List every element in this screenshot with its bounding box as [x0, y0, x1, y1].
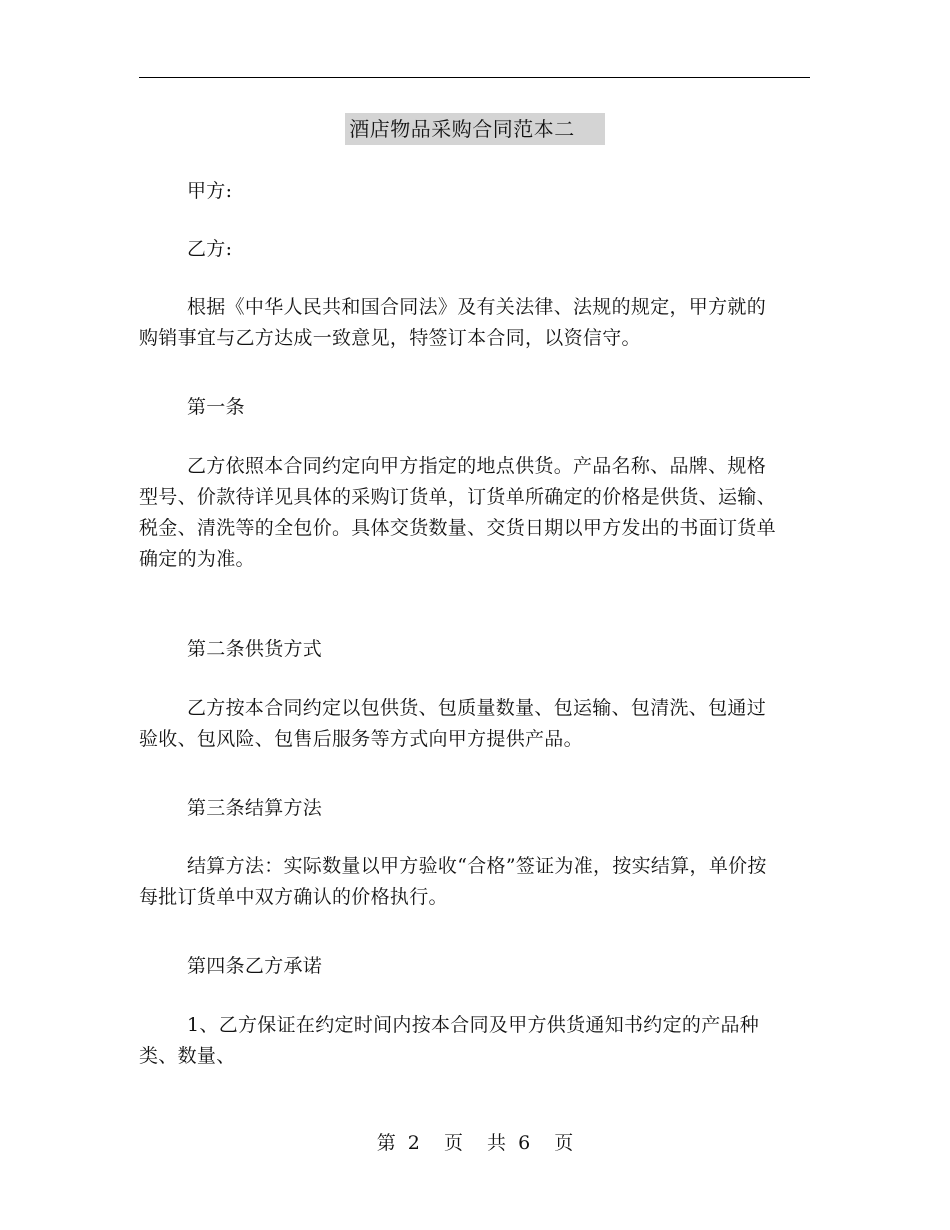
preamble-paragraph: 根据《中华人民共和国合同法》及有关法律、法规的规定，甲方就的购销事宜与乙方达成一致意见，特签订本合同，以资信守。 — [139, 296, 767, 349]
article-1-body: 乙方依照本合同约定向甲方指定的地点供货。产品名称、品牌、规格型号、价款待详见具体的采购订货单，订货单所确定的价格是供货、运输、税金、清洗等的全包价。具体交货数量、交货日期以甲方发出的书面订货单确定的为准。 — [139, 455, 776, 570]
article-3-body: 结算方法：实际数量以甲方验收“合格”签证为准，按实结算，单价按每批订货单中双方确认的价格执行。 — [139, 855, 767, 908]
article-1-heading: 第一条 — [187, 396, 245, 418]
page-number: 第 2 页 共 6 页 — [376, 1132, 574, 1154]
article-3-heading: 第三条结算方法 — [187, 797, 323, 819]
article-2-body: 乙方按本合同约定以包供货、包质量数量、包运输、包清洗、包通过验收、包风险、包售后服务等方式向甲方提供产品。 — [139, 697, 767, 750]
party-a-label: 甲方: — [187, 180, 233, 202]
article-4-heading: 第四条乙方承诺 — [187, 955, 323, 977]
document-title: 酒店物品采购合同范本二 — [345, 113, 605, 145]
header-rule — [139, 77, 810, 78]
title-container — [0, 113, 950, 145]
party-b-label: 乙方: — [187, 238, 233, 260]
article-2-heading: 第二条供货方式 — [187, 638, 323, 660]
article-4-item-1: 1、乙方保证在约定时间内按本合同及甲方供货通知书约定的产品种类、数量、 — [139, 1014, 760, 1067]
